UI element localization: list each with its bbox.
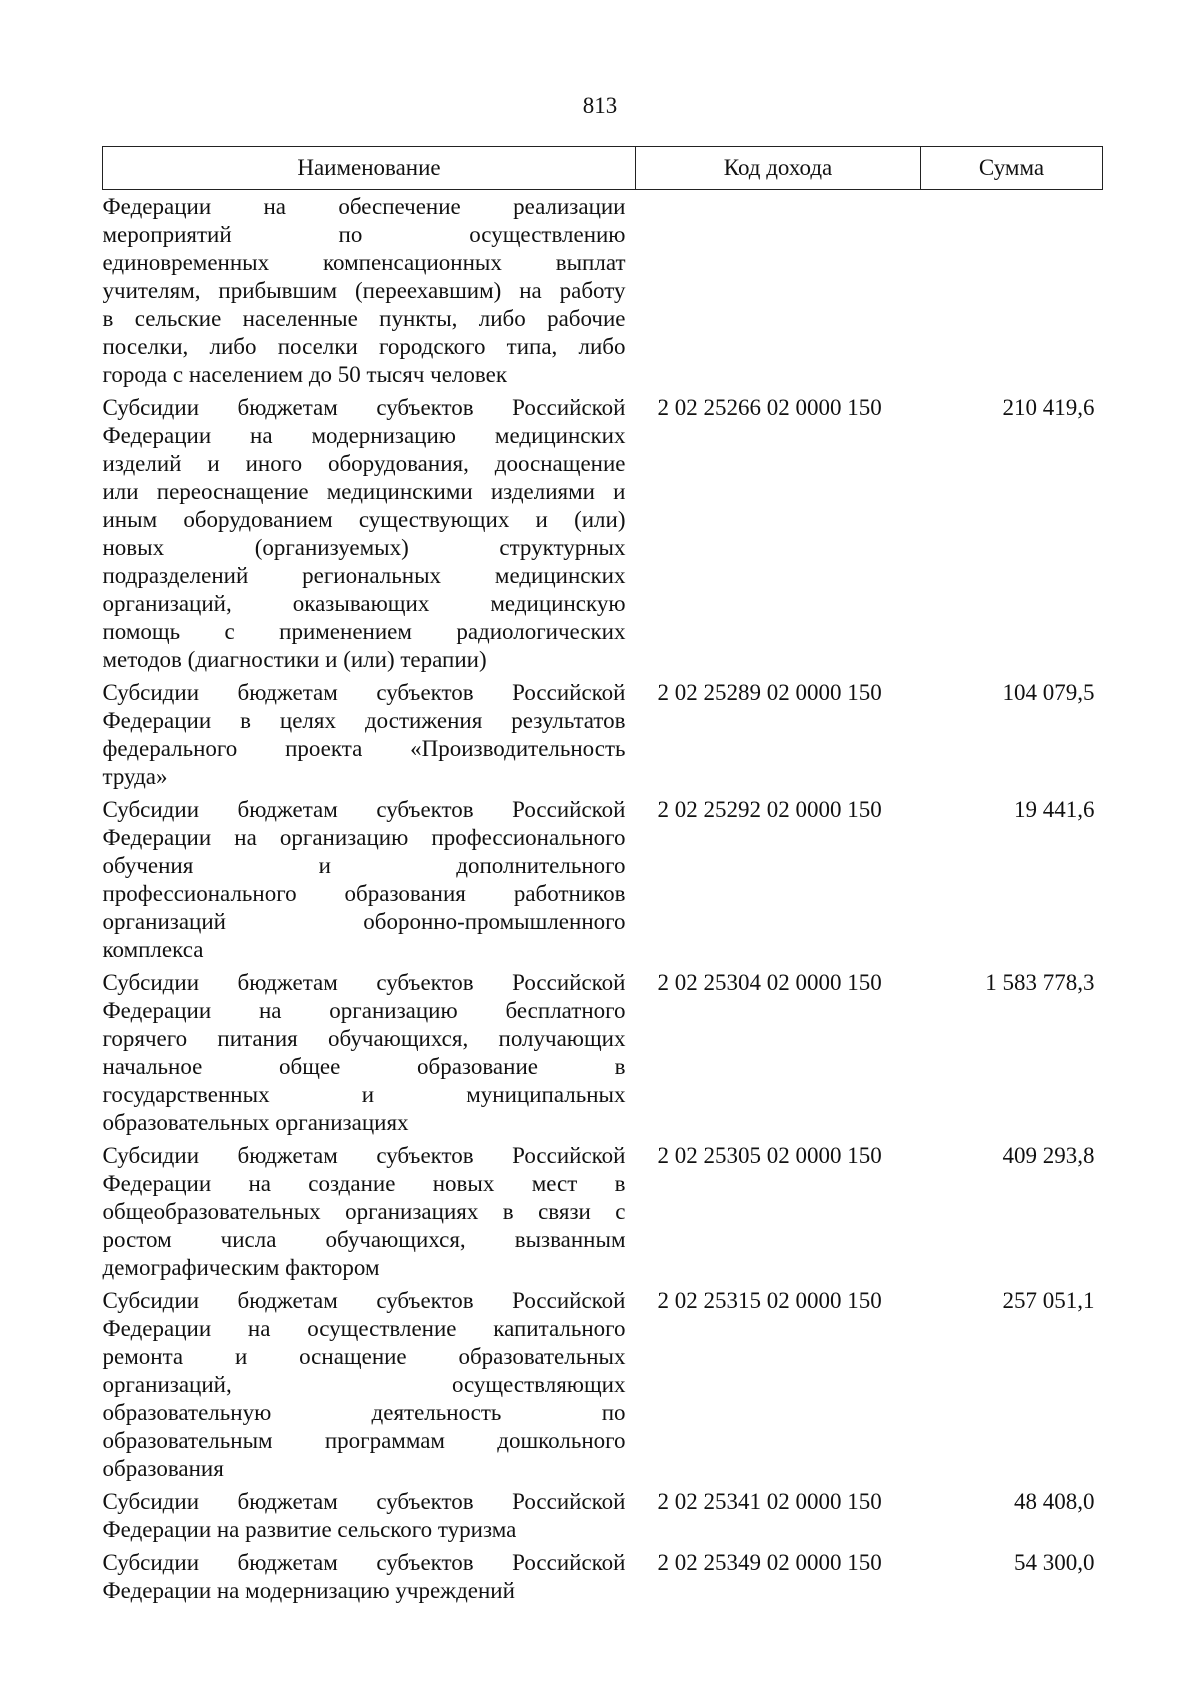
name-line: Субсидии бюджетам субъектов Российской — [102, 1550, 626, 1575]
name-line: ростом числа обучающихся, вызванным — [102, 1227, 626, 1252]
cell-sum: 409 293,8 — [1002, 1143, 1095, 1168]
table-row — [103, 394, 1103, 679]
cell-code: 2 02 25305 02 0000 150 — [657, 1143, 882, 1168]
name-line: Субсидии бюджетам субъектов Российской — [102, 680, 626, 705]
header-code: Код дохода — [636, 147, 921, 190]
cell-name — [103, 1549, 636, 1610]
name-line: иным оборудованием существующих и (или) — [102, 507, 626, 532]
name-line: Федерации на организацию профессионального — [102, 825, 626, 850]
name-line: образовательных организациях — [102, 1110, 409, 1135]
cell-code: 2 02 25349 02 0000 150 — [657, 1550, 882, 1575]
cell-sum: 257 051,1 — [1002, 1288, 1095, 1313]
table-row — [103, 190, 1103, 395]
name-line: горячего питания обучающихся, получающих — [102, 1026, 626, 1051]
cell-code: 2 02 25292 02 0000 150 — [657, 797, 882, 822]
name-line: Федерации на модернизацию медицинских — [102, 423, 626, 448]
cell-sum: 104 079,5 — [1002, 680, 1095, 705]
name-line: Федерации на развитие сельского туризма — [102, 1517, 517, 1542]
name-line: профессионального образования работников — [102, 881, 626, 906]
name-line: комплекса — [102, 937, 204, 962]
name-line: города с населением до 50 тысяч человек — [102, 362, 508, 387]
table-row — [103, 679, 1103, 796]
cell-code: 2 02 25266 02 0000 150 — [657, 395, 882, 420]
cell-sum: 48 408,0 — [1014, 1489, 1095, 1514]
name-line: Федерации на модернизацию учреждений — [102, 1578, 515, 1603]
name-line: образовательным программам дошкольного — [102, 1428, 626, 1453]
name-line: Субсидии бюджетам субъектов Российской — [102, 395, 626, 420]
name-line: изделий и иного оборудования, дооснащение — [102, 451, 626, 476]
name-line: демографическим фактором — [102, 1255, 380, 1280]
cell-sum: 19 441,6 — [1014, 797, 1095, 822]
cell-sum: 210 419,6 — [1002, 395, 1095, 420]
name-line: Субсидии бюджетам субъектов Российской — [102, 797, 626, 822]
name-line: Субсидии бюджетам субъектов Российской — [102, 1489, 626, 1514]
name-line: федерального проекта «Производительность — [102, 736, 626, 761]
name-line: или переоснащение медицинскими изделиями и — [102, 479, 626, 504]
cell-code: 2 02 25315 02 0000 150 — [657, 1288, 882, 1313]
table-row — [103, 1287, 1103, 1488]
revenue-table — [102, 146, 1103, 1610]
name-line: мероприятий по осуществлению — [102, 222, 626, 247]
name-line: обучения и дополнительного — [102, 853, 626, 878]
cell-name — [103, 394, 636, 679]
cell-sum: 1 583 778,3 — [985, 970, 1095, 995]
cell-sum: 54 300,0 — [1014, 1550, 1095, 1575]
name-line: учителям, прибывшим (переехавшим) на работу — [102, 278, 626, 303]
header-sum: Сумма — [921, 147, 1103, 190]
cell-name — [103, 679, 636, 796]
name-line: образовательную деятельность по — [102, 1400, 626, 1425]
name-line: единовременных компенсационных выплат — [102, 250, 626, 275]
table-row — [103, 1142, 1103, 1287]
name-line: образования — [102, 1456, 224, 1481]
name-line: Федерации в целях достижения результатов — [102, 708, 626, 733]
name-line: Федерации на осуществление капитального — [102, 1316, 626, 1341]
cell-name — [103, 796, 636, 969]
name-line: помощь с применением радиологических — [102, 619, 626, 644]
cell-code: 2 02 25289 02 0000 150 — [657, 680, 882, 705]
table-row — [103, 796, 1103, 969]
table-header — [103, 147, 1103, 190]
name-line: поселки, либо поселки городского типа, либо — [102, 334, 626, 359]
table-row — [103, 1488, 1103, 1549]
name-line: начальное общее образование в — [102, 1054, 626, 1079]
table-row — [103, 969, 1103, 1142]
table-row — [103, 1549, 1103, 1610]
name-line: подразделений региональных медицинских — [102, 563, 626, 588]
page-number: 813 — [582, 93, 618, 118]
cell-name — [103, 190, 636, 395]
name-line: организаций оборонно-промышленного — [102, 909, 626, 934]
cell-code: 2 02 25341 02 0000 150 — [657, 1489, 882, 1514]
cell-name — [103, 1488, 636, 1549]
cell-code — [636, 190, 921, 395]
header-name: Наименование — [103, 147, 636, 190]
cell-code: 2 02 25304 02 0000 150 — [657, 970, 882, 995]
table-body — [103, 190, 1103, 1611]
cell-name — [103, 1142, 636, 1287]
name-line: организаций, осуществляющих — [102, 1372, 626, 1397]
name-line: труда» — [102, 764, 168, 789]
name-line: новых (организуемых) структурных — [102, 535, 626, 560]
cell-sum — [921, 190, 1103, 395]
name-line: Субсидии бюджетам субъектов Российской — [102, 1288, 626, 1313]
name-line: методов (диагностики и (или) терапии) — [102, 647, 487, 672]
name-line: ремонта и оснащение образовательных — [102, 1344, 626, 1369]
name-line: Федерации на создание новых мест в — [102, 1171, 626, 1196]
name-line: Субсидии бюджетам субъектов Российской — [102, 970, 626, 995]
name-line: в сельские населенные пункты, либо рабочие — [102, 306, 626, 331]
name-line: Федерации на организацию бесплатного — [102, 998, 626, 1023]
name-line: организаций, оказывающих медицинскую — [102, 591, 626, 616]
name-line: Федерации на обеспечение реализации — [102, 194, 626, 219]
name-line: Субсидии бюджетам субъектов Российской — [102, 1143, 626, 1168]
cell-name — [103, 1287, 636, 1488]
cell-name — [103, 969, 636, 1142]
name-line: государственных и муниципальных — [102, 1082, 626, 1107]
name-line: общеобразовательных организациях в связи с — [102, 1199, 626, 1224]
